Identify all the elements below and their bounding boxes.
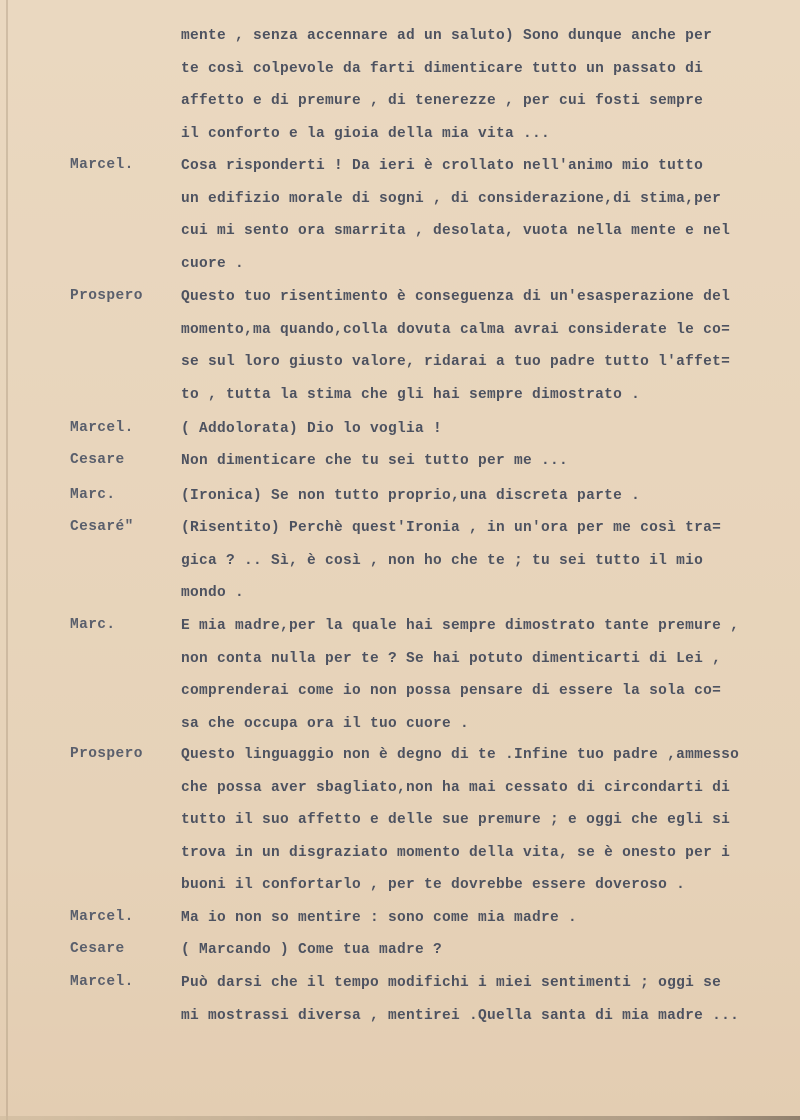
text-line: mondo .	[181, 585, 245, 602]
text-line: (Risentito) Perchè quest'Ironia , in un'ora per me così tra=	[181, 520, 722, 536]
dialogue-text	[181, 746, 791, 909]
text-line: Questo linguaggio non è degno di te .Infine tuo padre ,ammesso	[181, 747, 740, 763]
dialogue-text	[181, 452, 791, 485]
text-line: ( Addolorata) Dio lo voglia !	[181, 421, 443, 437]
dialogue-text	[181, 157, 791, 287]
text-line: to , tutta la stima che gli hai sempre dimostrato .	[181, 386, 641, 403]
dialogue-text	[181, 519, 791, 617]
dialogue-text	[181, 909, 791, 942]
speaker-name: Marcel.	[70, 974, 134, 990]
text-line: momento,ma quando,colla dovuta calma avrai considerate le co=	[181, 321, 731, 338]
text-line: Cosa risponderti ! Da ieri è crollato nell'animo mio tutto	[181, 158, 704, 174]
speaker-name: Marcel.	[70, 909, 134, 925]
text-line: Questo tuo risentimento è conseguenza di un'esasperazione del	[181, 289, 731, 305]
text-line: affetto e di premure , di tenerezze , per cui fosti sempre	[181, 93, 704, 110]
speaker-name: Marc.	[70, 487, 116, 503]
dialogue-text	[181, 617, 791, 747]
text-line: che possa aver sbagliato,non ha mai cessato di circondarti di	[181, 779, 731, 796]
speaker-name: Marcel.	[70, 420, 134, 436]
text-line: il conforto e la gioia della mia vita ...	[181, 125, 551, 142]
dialogue-text	[181, 487, 791, 520]
text-line: E mia madre,per la quale hai sempre dimostrato tante premure ,	[181, 618, 740, 634]
speaker-name: Cesaré"	[70, 519, 134, 535]
text-line: un edifizio morale di sogni , di considerazione,di stima,per	[181, 190, 722, 207]
text-line: (Ironica) Se non tutto proprio,una discreta parte .	[181, 488, 641, 504]
text-line: cui mi sento ora smarrita , desolata, vuota nella mente e nel	[181, 223, 731, 240]
text-line: non conta nulla per te ? Se hai potuto dimenticarti di Lei ,	[181, 650, 722, 667]
speaker-name: Prospero	[70, 288, 143, 304]
dialogue-text	[181, 941, 791, 974]
text-line: Può darsi che il tempo modifichi i miei sentimenti ; oggi se	[181, 975, 722, 991]
speaker-name: Cesare	[70, 941, 125, 957]
text-line: se sul loro giusto valore, ridarai a tuo padre tutto l'affet=	[181, 354, 731, 371]
text-line: ( Marcando ) Come tua madre ?	[181, 942, 443, 958]
text-line: mente , senza accennare ad un saluto) Sono dunque anche per	[181, 28, 713, 44]
text-line: te così colpevole da farti dimenticare tutto un passato di	[181, 60, 704, 77]
dialogue-text	[181, 974, 791, 1039]
text-line: mi mostrassi diversa , mentirei .Quella santa di mia madre ...	[181, 1007, 740, 1024]
speaker-name: Cesare	[70, 452, 125, 468]
text-line: tutto il suo affetto e delle sue premure ; e oggi che egli si	[181, 812, 731, 829]
text-line: cuore .	[181, 255, 245, 272]
text-line: sa che occupa ora il tuo cuore .	[181, 715, 470, 732]
page-bottom-edge	[0, 1116, 800, 1120]
speaker-name: Marc.	[70, 617, 116, 633]
text-line: gica ? .. Sì, è così , non ho che te ; tu sei tutto il mio	[181, 552, 704, 569]
text-line: trova in un disgraziato momento della vita, se è onesto per i	[181, 844, 731, 861]
speaker-name: Marcel.	[70, 157, 134, 173]
dialogue-text	[181, 420, 791, 453]
dialogue-text	[181, 27, 791, 157]
text-line: buoni il confortarlo , per te dovrebbe essere doveroso .	[181, 877, 686, 894]
dialogue-text	[181, 288, 791, 418]
page-left-edge	[6, 0, 8, 1120]
speaker-name: Prospero	[70, 746, 143, 762]
text-line: comprenderai come io non possa pensare di essere la sola co=	[181, 683, 722, 700]
text-line: Ma io non so mentire : sono come mia madre .	[181, 910, 578, 926]
text-line: Non dimenticare che tu sei tutto per me ...	[181, 453, 569, 469]
